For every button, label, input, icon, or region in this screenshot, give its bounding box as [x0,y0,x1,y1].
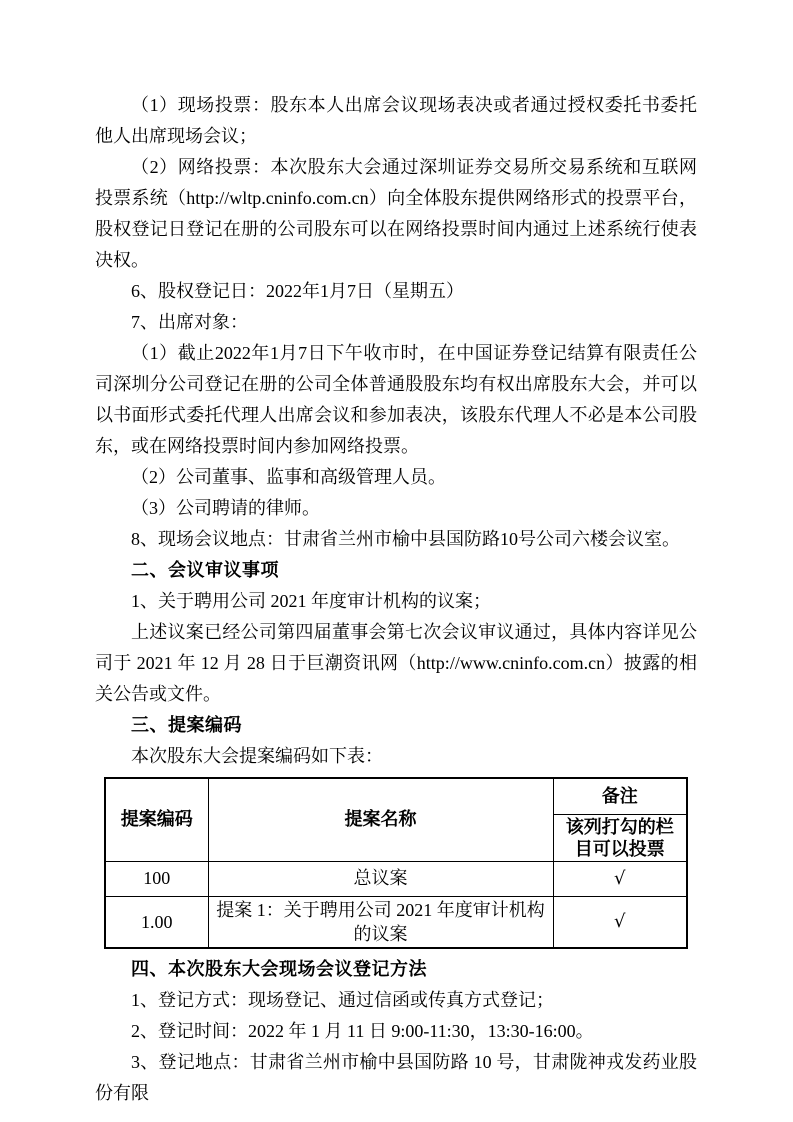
cell-proposal-name: 总议案 [208,861,553,896]
para-online-voting: （2）网络投票：本次股东大会通过深圳证券交易所交易系统和互联网投票系统（http://wltp.cninfo.com.cn）向全体股东提供网络形式的投票平台，股权登记日登记在册的公司股东可以在网络投票时间内通过上述系统行使表决权。 [95,157,697,270]
para-register-time: 2、登记时间：2022 年 1 月 11 日 9:00-11:30，13:30-16:00。 [131,1020,594,1041]
para-attendees-1: （1）截止2022年1月7日下午收市时，在中国证券登记结算有限责任公司深圳分公司登记在册的公司全体普通股股东均有权出席股东大会，并可以以书面形式委托代理人出席会议和参加表决，该股东代理人不必是本公司股东，或在网络投票时间内参加网络投票。 [95,343,697,456]
para-attendees-label: 7、出席对象： [131,312,248,332]
para-register-place: 3、登记地点：甘肃省兰州市榆中县国防路 10 号，甘肃陇神戎发药业股份有限 [95,1051,697,1103]
cell-proposal-name: 提案 1：关于聘用公司 2021 年度审计机构的议案 [208,896,553,948]
para-record-date: 6、股权登记日：2022年1月7日（星期五） [131,281,464,301]
table-row-proposal-1 [105,896,687,948]
para-attendees-2: （2）公司董事、监事和高级管理人员。 [131,467,446,487]
column-header-remark: 备注 [553,778,687,814]
column-header-proposal-code: 提案编码 [105,778,208,861]
column-header-proposal-name: 提案名称 [208,778,553,861]
para-agenda-note: 上述议案已经公司第四届董事会第七次会议审议通过，具体内容详见公司于 2021 年 12 月 28 日于巨潮资讯网（http://www.cninfo.com.cn）披露的相关公告或文件。 [95,622,697,704]
para-onsite-voting: （1）现场投票：股东本人出席会议现场表决或者通过授权委托书委托他人出席现场会议； [95,95,697,146]
cell-proposal-code: 100 [105,861,208,896]
heading-section-3-proposal-codes: 三、提案编码 [131,715,242,735]
cell-remark-checkmark: √ [553,896,687,948]
cell-proposal-code: 1.00 [105,896,208,948]
proposal-code-table [104,777,688,949]
para-table-intro: 本次股东大会提案编码如下表： [131,746,383,766]
column-header-remark-note: 该列打勾的栏目可以投票 [553,814,687,861]
para-register-method: 1、登记方式：现场登记、通过信函或传真方式登记； [131,989,554,1010]
heading-section-2-agenda: 二、会议审议事项 [131,560,279,580]
para-meeting-place: 8、现场会议地点：甘肃省兰州市榆中县国防路10号公司六楼会议室。 [131,529,680,549]
cell-remark-checkmark: √ [553,861,687,896]
para-attendees-3: （3）公司聘请的律师。 [131,498,320,518]
para-agenda-item-1: 1、关于聘用公司 2021 年度审计机构的议案； [131,591,491,611]
table-row-general-proposal [105,861,687,896]
heading-section-4-registration: 四、本次股东大会现场会议登记方法 [131,958,427,979]
table-header-row-top [105,778,687,814]
